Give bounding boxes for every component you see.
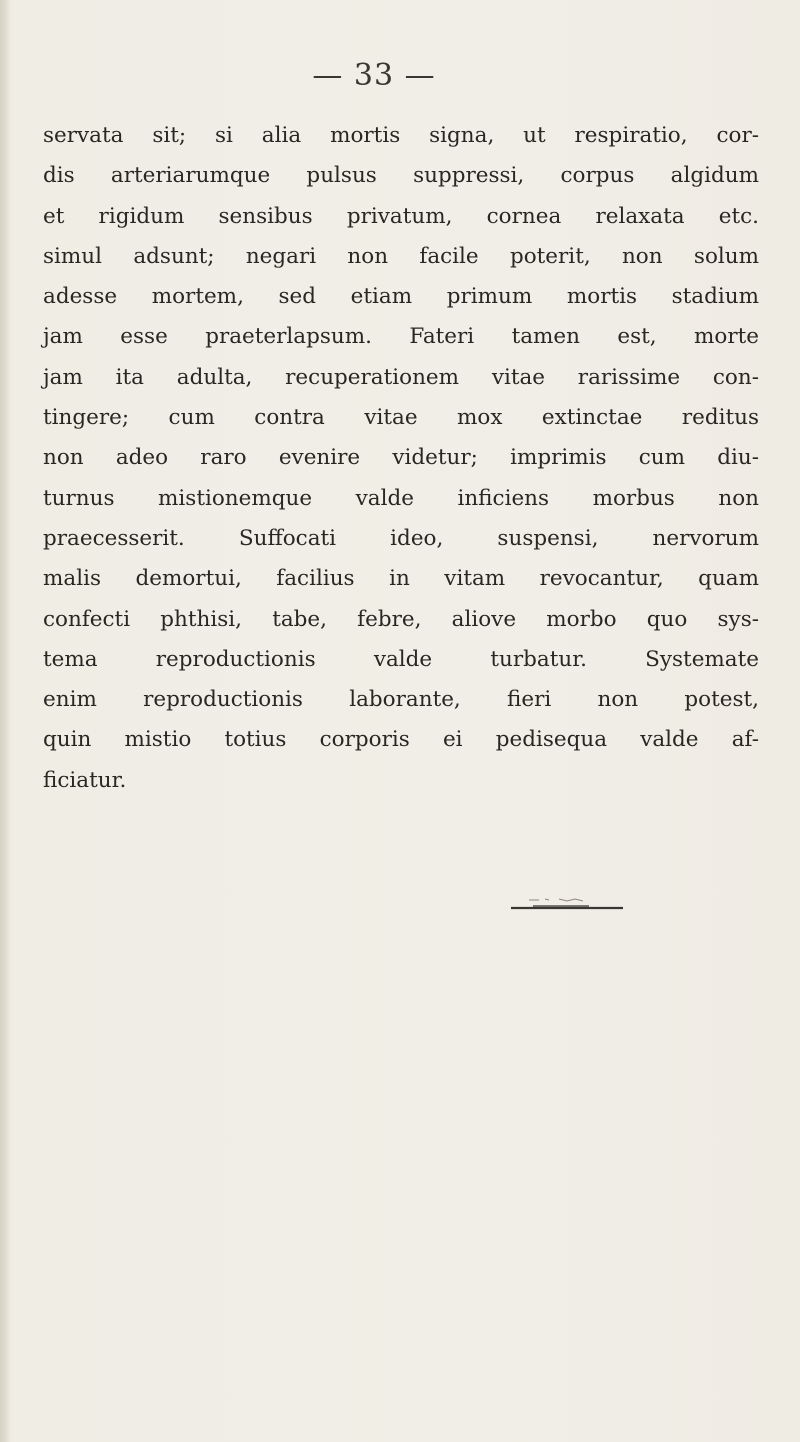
text-line: jam ita adulta, recuperationem vitae rarissime con-: [43, 364, 759, 390]
text-line: tema reproductionis valde turbatur. Systemate: [43, 646, 759, 672]
end-ornament-rule: [509, 895, 625, 911]
body-text: [43, 116, 759, 801]
text-line: jam esse praeterlapsum. Fateri tamen est, morte: [43, 324, 759, 350]
text-line: turnus mistionemque valde inficiens morbus non: [43, 485, 759, 511]
text-line: confecti phthisi, tabe, febre, aliove morbo quo sys-: [43, 606, 759, 632]
text-line: servata sit; si alia mortis signa, ut respiratio, cor-: [43, 123, 759, 148]
text-line: malis demortui, facilius in vitam revocantur, quam: [43, 566, 759, 592]
page-number: — 33 —: [312, 58, 436, 93]
text-line: enim reproductionis laborante, fieri non potest,: [43, 687, 759, 713]
text-line: et rigidum sensibus privatum, cornea relaxata etc.: [43, 203, 759, 229]
text-line: adesse mortem, sed etiam primum mortis stadium: [43, 284, 759, 310]
text-line: ficiatur.: [43, 767, 127, 793]
text-line: quin mistio totius corporis ei pedisequa valde af-: [43, 727, 759, 753]
text-line: non adeo raro evenire videtur; imprimis cum diu-: [43, 445, 759, 471]
text-line: tingere; cum contra vitae mox extinctae reditus: [43, 405, 759, 431]
text-line: praecesserit. Suffocati ideo, suspensi, nervorum: [43, 525, 759, 551]
text-line: dis arteriarumque pulsus suppressi, corpus algidum: [43, 163, 759, 189]
page-gutter-shadow: [0, 0, 10, 1442]
text-line: simul adsunt; negari non facile poterit, non solum: [43, 243, 759, 269]
